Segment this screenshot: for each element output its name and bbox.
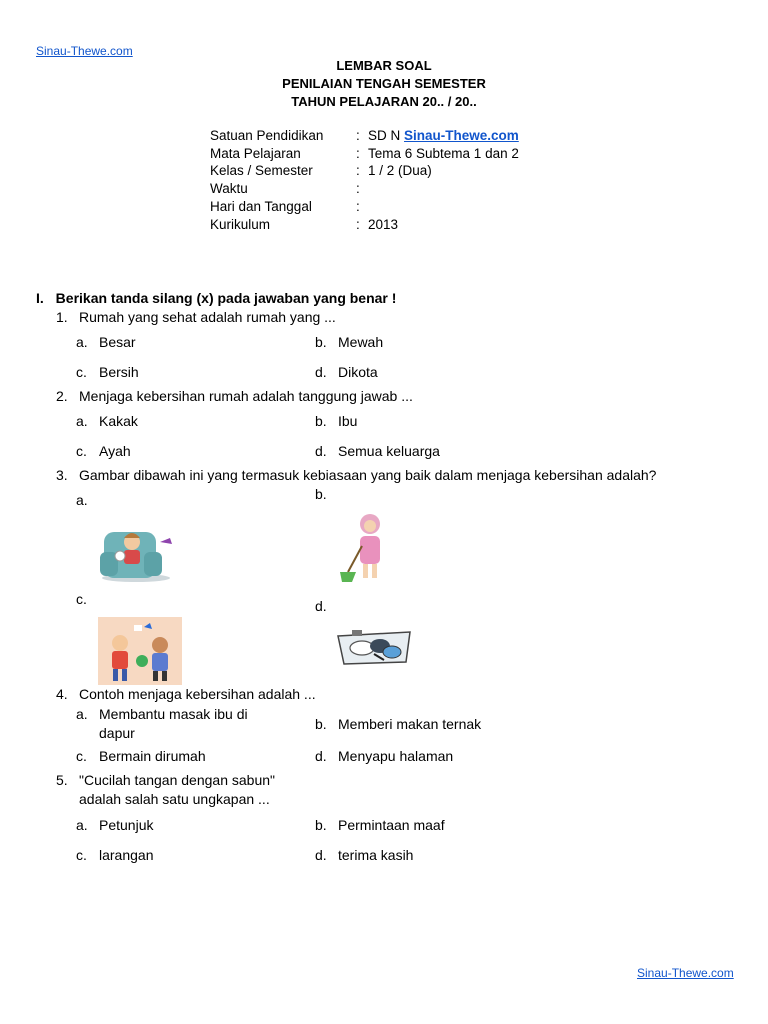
option-text: Petunjuk (99, 817, 154, 833)
meta-value: Tema 6 Subtema 1 dan 2 (368, 146, 519, 161)
option-text: Semua keluarga (338, 443, 440, 459)
school-link[interactable]: Sinau-Thewe.com (404, 128, 519, 143)
option-text: Bersih (99, 364, 139, 380)
picture-child-on-sofa (98, 518, 178, 584)
meta-label: Mata Pelajaran (210, 146, 301, 161)
meta-label: Hari dan Tanggal (210, 199, 312, 214)
option-text: terima kasih (338, 847, 414, 863)
question-number: 3. (56, 467, 68, 483)
question-number: 5. (56, 772, 68, 788)
meta-colon: : (356, 163, 360, 178)
option-letter: b. (315, 817, 327, 833)
meta-value: 2013 (368, 217, 399, 232)
option-letter: c. (76, 364, 87, 380)
option-letter: d. (315, 847, 327, 863)
option-letter: c. (76, 748, 87, 764)
meta-label: Waktu (210, 181, 248, 196)
meta-colon: : (356, 217, 360, 232)
meta-value (368, 128, 519, 143)
option-text: Menyapu halaman (338, 748, 454, 764)
picture-girl-sweeping (336, 510, 396, 590)
title-tahun-pelajaran: TAHUN PELAJARAN 20.. / 20.. (291, 94, 477, 109)
option-letter: a. (76, 334, 88, 350)
question-text: "Cucilah tangan dengan sabun" (79, 772, 275, 788)
footer-site-link[interactable]: Sinau-Thewe.com (637, 966, 734, 980)
meta-colon: : (356, 181, 360, 196)
question-text: Gambar dibawah ini yang termasuk kebiasaan yang baik dalam menjaga kebersihan adalah? (79, 467, 657, 483)
option-letter: a. (76, 817, 88, 833)
section-number: I. (36, 290, 44, 306)
option-letter: a. (76, 706, 88, 722)
option-text: Ayah (99, 443, 131, 459)
option-text-line2: dapur (99, 725, 135, 741)
section-heading (36, 290, 396, 306)
option-text: Memberi makan ternak (338, 716, 482, 732)
option-text: Membantu masak ibu di (99, 706, 248, 722)
option-text: Permintaan maaf (338, 817, 445, 833)
option-letter: c. (76, 847, 87, 863)
title-lembar-soal: LEMBAR SOAL (336, 58, 432, 73)
option-letter: a. (76, 492, 88, 508)
question-number: 2. (56, 388, 68, 404)
meta-colon: : (356, 199, 360, 214)
question-text: Menjaga kebersihan rumah adalah tanggung jawab ... (79, 388, 413, 404)
title-penilaian: PENILAIAN TENGAH SEMESTER (282, 76, 486, 91)
question-number: 1. (56, 309, 68, 325)
meta-colon: : (356, 128, 360, 143)
meta-label: Kelas / Semester (210, 163, 313, 178)
option-text: Kakak (99, 413, 138, 429)
meta-value: 1 / 2 (Dua) (368, 163, 432, 178)
question-number: 4. (56, 686, 68, 702)
option-letter: d. (315, 748, 327, 764)
option-text: Dikota (338, 364, 378, 380)
exam-metadata (210, 128, 610, 238)
option-letter: d. (315, 443, 327, 459)
option-letter: c. (76, 443, 87, 459)
option-text: larangan (99, 847, 154, 863)
option-letter: c. (76, 591, 87, 607)
option-text: Ibu (338, 413, 358, 429)
question-text: Contoh menjaga kebersihan adalah ... (79, 686, 316, 702)
question-text-line2: adalah salah satu ungkapan ... (79, 791, 270, 807)
option-text: Bermain dirumah (99, 748, 206, 764)
option-letter: d. (315, 598, 327, 614)
question-text: Rumah yang sehat adalah rumah yang ... (79, 309, 336, 325)
option-letter: b. (315, 334, 327, 350)
meta-value-prefix: SD N (368, 128, 405, 143)
meta-label: Satuan Pendidikan (210, 128, 324, 143)
picture-kids-messy-room (98, 617, 182, 685)
meta-label: Kurikulum (210, 217, 271, 232)
section-instruction: Berikan tanda silang (x) pada jawaban yang benar ! (55, 290, 397, 306)
option-letter: a. (76, 413, 88, 429)
option-text: Besar (99, 334, 136, 350)
meta-colon: : (356, 146, 360, 161)
option-letter: b. (315, 413, 327, 429)
option-letter: b. (315, 486, 327, 502)
option-text: Mewah (338, 334, 384, 350)
option-letter: b. (315, 716, 327, 732)
header-site-link[interactable]: Sinau-Thewe.com (36, 44, 133, 58)
option-letter: d. (315, 364, 327, 380)
picture-dishes-in-sink (334, 626, 414, 668)
